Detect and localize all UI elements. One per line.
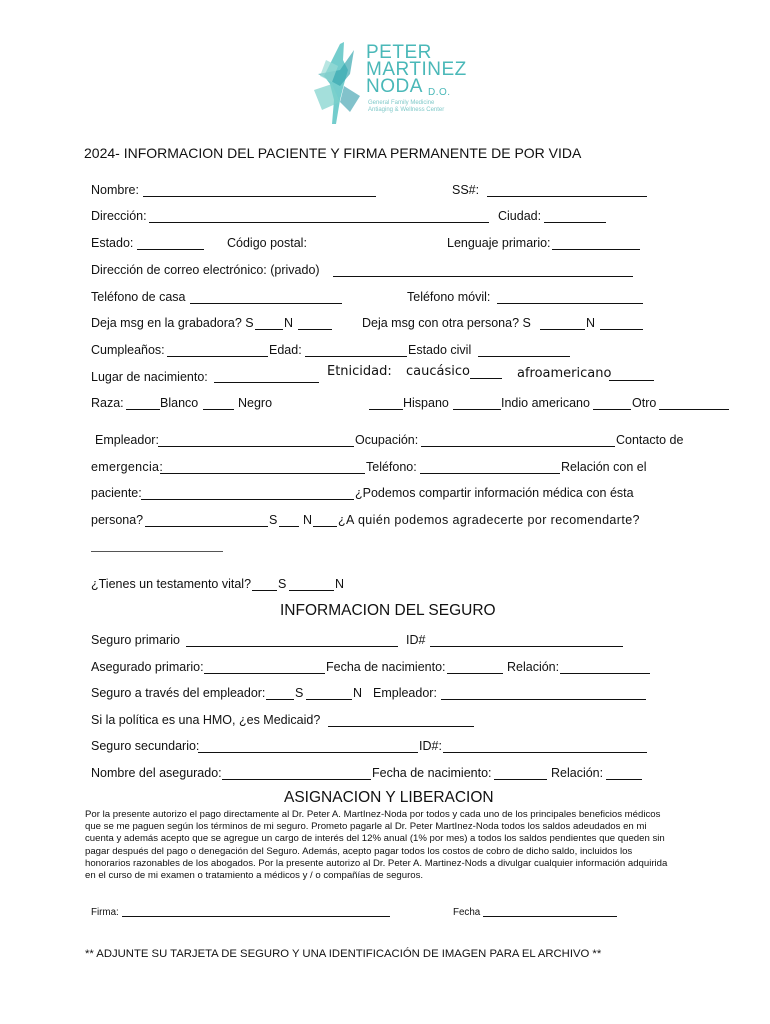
tel-movil-field[interactable] <box>497 291 643 304</box>
agradecer-label: ¿A quién podemos agradecerte por recomendarte? <box>338 513 640 527</box>
caucasico-field[interactable] <box>470 366 502 379</box>
footer-note: ** ADJUNTE SU TARJETA DE SEGURO Y UNA IDENTIFICACIÓN DE IMAGEN PARA EL ARCHIVO ** <box>85 948 602 960</box>
relacion-seguro-label: Relación: <box>507 660 560 674</box>
persona-n-label: N <box>303 513 313 527</box>
compartir-label: ¿Podemos compartir información médica con ésta <box>355 486 634 500</box>
hispano-label: Hispano <box>403 396 449 410</box>
caucasico-label: caucásico <box>406 364 470 379</box>
seguro-secundario-label: Seguro secundario: <box>91 739 200 753</box>
correo-label: Dirección de correo electrónico: (privado) <box>91 263 320 277</box>
seguro-primario-field[interactable] <box>186 634 398 647</box>
logo-tagline-2: Antiaging & Wellness Center <box>368 107 445 113</box>
ocupacion-label: Ocupación: <box>355 433 419 447</box>
empleador-seguro-field[interactable] <box>441 687 646 700</box>
otro-label: Otro <box>632 396 657 410</box>
persona-n-field[interactable] <box>313 514 337 527</box>
persona-s-field[interactable] <box>279 514 299 527</box>
hmo-label: Si la política es una HMO, ¿es Medicaid? <box>91 713 321 727</box>
hispano-field[interactable] <box>369 397 403 410</box>
hmo-field[interactable] <box>328 714 474 727</box>
logo-line-1: PETER <box>366 42 432 63</box>
assignment-line-4: pagar después del pago o denegación del Seguro. Además, acepto pagar todos los costos de cobro de dicho saldo, incluidos los <box>85 845 633 857</box>
paciente-field[interactable] <box>141 487 354 500</box>
telefono-field[interactable] <box>420 461 560 474</box>
testamento-s-field[interactable] <box>252 578 277 591</box>
relacion-label: Relación con el <box>561 460 647 474</box>
empleador-seguro-label: Empleador: <box>373 686 437 700</box>
cumple-field[interactable] <box>167 344 268 357</box>
ocupacion-field[interactable] <box>421 434 615 447</box>
blanco-field[interactable] <box>126 397 160 410</box>
relacion2-label: Relación: <box>551 766 604 780</box>
afroamericano-label: afroamericano <box>517 366 612 381</box>
asegurado-primario-field[interactable] <box>204 661 325 674</box>
persona-field[interactable] <box>145 514 268 527</box>
clinic-logo <box>310 38 480 126</box>
assignment-line-6: en el curso de mi examen o tratamiento a médicos y / o compañías de seguros. <box>85 870 424 882</box>
agradecer-field[interactable] <box>91 539 223 552</box>
ss-label: SS#: <box>452 183 480 197</box>
lenguaje-field[interactable] <box>552 237 640 250</box>
id-field[interactable] <box>430 634 623 647</box>
id2-field[interactable] <box>443 740 647 753</box>
form-title: 2024- INFORMACION DEL PACIENTE Y FIRMA PERMANENTE DE POR VIDA <box>84 145 582 161</box>
assignment-line-2: que se me paguen según los términos de mi seguro. Prometo pagarle al Dr. Peter MartInez-Noda todos los saldos adeudados en mi <box>85 821 647 833</box>
seguro-empleador-s-field[interactable] <box>266 687 294 700</box>
assignment-title: ASIGNACION Y LIBERACION <box>284 789 494 806</box>
tel-casa-field[interactable] <box>190 291 342 304</box>
relacion2-field[interactable] <box>606 767 642 780</box>
testamento-n-field[interactable] <box>289 578 334 591</box>
ciudad-field[interactable] <box>544 210 606 223</box>
estado-civil-field[interactable] <box>478 344 570 357</box>
firma-field[interactable] <box>122 906 390 917</box>
fecha-nac2-label: Fecha de nacimiento: <box>372 766 492 780</box>
assignment-paragraph <box>85 809 745 882</box>
ss-field[interactable] <box>487 184 647 197</box>
raza-label: Raza: <box>91 396 124 410</box>
telefono-label: Teléfono: <box>366 460 417 474</box>
nombre-asegurado-field[interactable] <box>222 767 371 780</box>
paciente-label: paciente: <box>91 486 142 500</box>
fecha-field[interactable] <box>483 906 617 917</box>
msg-otra-s-field[interactable] <box>540 317 585 330</box>
contacto-label: Contacto de <box>616 433 684 447</box>
seguro-empleador-n-field[interactable] <box>306 687 352 700</box>
logo-suffix: D.O. <box>428 87 451 98</box>
emergencia-label: emergencia: <box>91 460 164 474</box>
msg-grabadora-s-field[interactable] <box>255 317 283 330</box>
otro-check-field[interactable] <box>593 397 631 410</box>
cumple-label: Cumpleaños: <box>91 343 165 357</box>
seguro-primario-label: Seguro primario <box>91 633 180 647</box>
seguro-empleador-s-label: S <box>295 686 304 700</box>
lenguaje-label: Lenguaje primario: <box>447 236 551 250</box>
msg-grabadora-n-field[interactable] <box>298 317 332 330</box>
insurance-title: INFORMACION DEL SEGURO <box>280 602 496 619</box>
negro-label: Negro <box>238 396 273 410</box>
direccion-label: Dirección: <box>91 209 147 223</box>
dancer-icon <box>310 40 370 126</box>
seguro-empleador-label: Seguro a través del empleador: <box>91 686 266 700</box>
logo-line-3: NODA <box>366 76 423 97</box>
emergencia-field[interactable] <box>160 461 365 474</box>
persona-label: persona? <box>91 513 144 527</box>
edad-field[interactable] <box>305 344 407 357</box>
ciudad-label: Ciudad: <box>498 209 542 223</box>
relacion-seguro-field[interactable] <box>560 661 650 674</box>
tel-casa-label: Teléfono de casa <box>91 290 186 304</box>
negro-field[interactable] <box>203 397 234 410</box>
otro-field[interactable] <box>659 397 729 410</box>
assignment-line-5: honorarios razonables de los abogados. Por la presente autorizo al Dr. Peter A. Martinez-Nods a divulgar cualquier información adquirida <box>85 857 668 869</box>
nombre-field[interactable] <box>143 184 376 197</box>
logo-line-2: MARTINEZ <box>366 59 467 80</box>
estado-civil-label: Estado civil <box>408 343 472 357</box>
id2-label: ID#: <box>419 739 442 753</box>
seguro-empleador-n-label: N <box>353 686 363 700</box>
edad-label: Edad: <box>269 343 302 357</box>
seguro-secundario-field[interactable] <box>198 740 418 753</box>
codigo-postal-label: Código postal: <box>227 236 307 250</box>
blanco-label: Blanco <box>160 396 199 410</box>
msg-otra-n-field[interactable] <box>600 317 643 330</box>
logo-tagline-1: General Family Medicine <box>368 100 435 106</box>
persona-s-label: S <box>269 513 278 527</box>
asegurado-primario-label: Asegurado primario: <box>91 660 204 674</box>
tel-movil-label: Teléfono móvil: <box>407 290 491 304</box>
correo-field[interactable] <box>333 264 633 277</box>
id-label: ID# <box>406 633 426 647</box>
msg-otra-n-label: N <box>586 316 596 330</box>
testamento-s-label: S <box>278 577 287 591</box>
msg-otra-label: Deja msg con otra persona? S <box>362 316 531 330</box>
indio-label: Indio americano <box>501 396 590 410</box>
fecha-nac2-field[interactable] <box>494 767 547 780</box>
testamento-n-label: N <box>335 577 345 591</box>
empleador-field[interactable] <box>158 434 354 447</box>
msg-grabadora-label: Deja msg en la grabadora? S <box>91 316 254 330</box>
nombre-label: Nombre: <box>91 183 139 197</box>
empleador-label: Empleador: <box>95 433 159 447</box>
lugar-nac-field[interactable] <box>214 370 319 383</box>
nombre-asegurado-label: Nombre del asegurado: <box>91 766 222 780</box>
estado-field[interactable] <box>137 237 204 250</box>
fecha-nac-label: Fecha de nacimiento: <box>326 660 446 674</box>
etnicidad-label: Etnicidad: <box>327 364 392 379</box>
direccion-field[interactable] <box>149 210 489 223</box>
afroamericano-field[interactable] <box>609 368 654 381</box>
fecha-label: Fecha <box>453 907 481 918</box>
indio-field[interactable] <box>453 397 501 410</box>
testamento-label: ¿Tienes un testamento vital? <box>91 577 252 591</box>
firma-label: Firma: <box>91 907 119 918</box>
msg-grabadora-n-label: N <box>284 316 294 330</box>
assignment-line-3: cuenta y además acepto que se agregue un cargo de interés del 12% anual (1% por mes) a todos los saldos pendientes que queden sin <box>85 833 665 845</box>
fecha-nac-field[interactable] <box>447 661 503 674</box>
assignment-line-1: Por la presente autorizo el pago directamente al Dr. Peter A. MartInez-Noda por todos y cada uno de los principales beneficios médicos <box>85 809 661 820</box>
estado-label: Estado: <box>91 236 134 250</box>
lugar-nac-label: Lugar de nacimiento: <box>91 370 208 384</box>
